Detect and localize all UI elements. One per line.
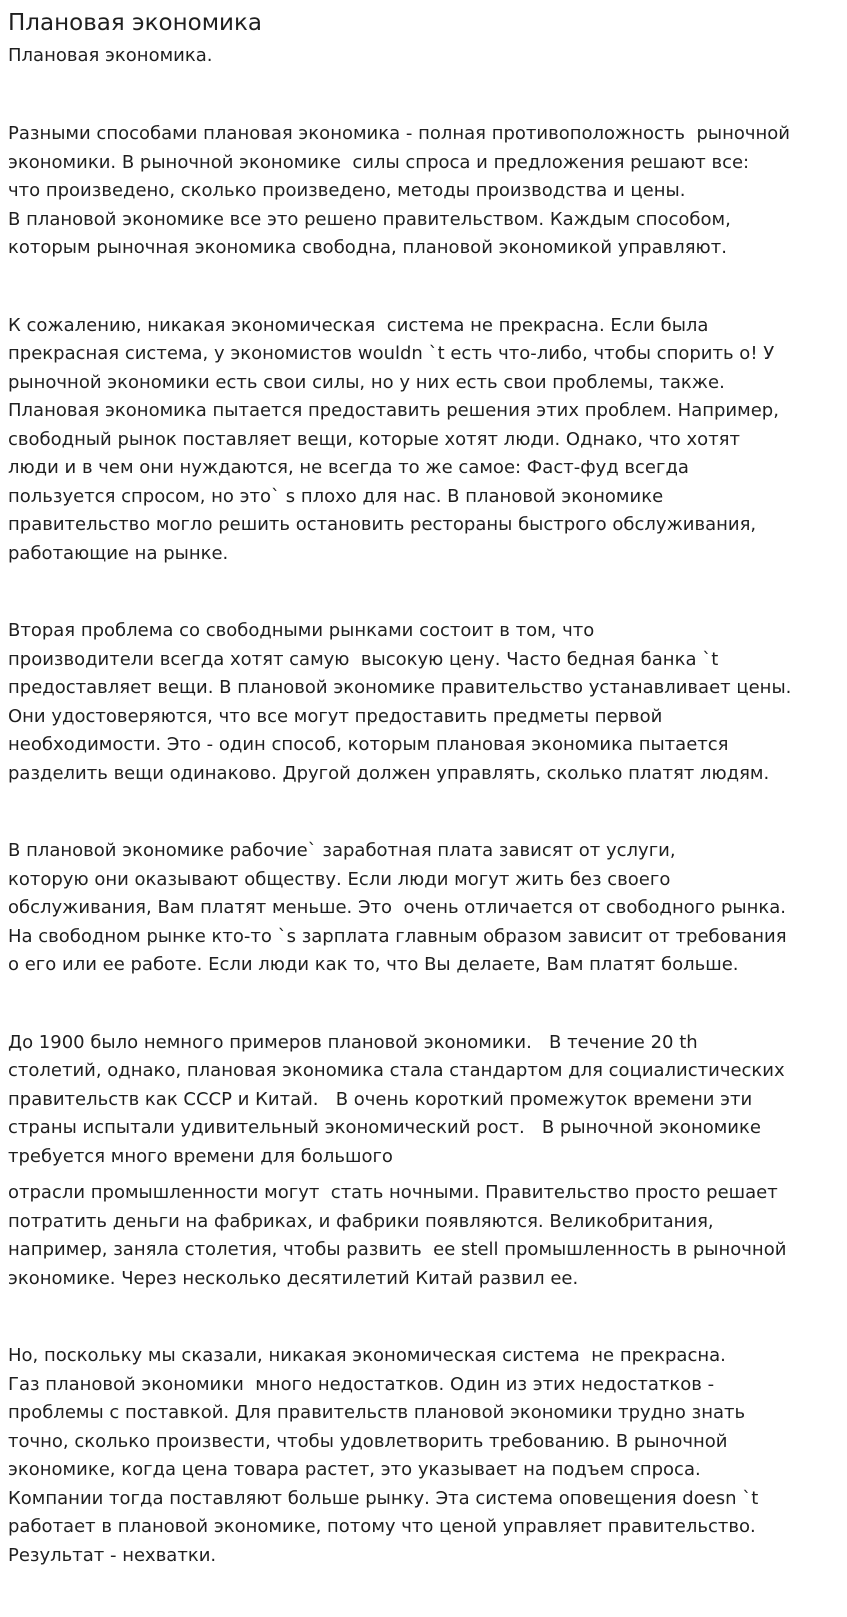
text-line: люди и в чем они нуждаются, не всегда то же самое: Фаст-фуд всегда (8, 457, 689, 478)
text-line: предоставляет вещи. В плановой экономике правительство устанавливает цены. (8, 677, 792, 698)
text-line: Разными способами плановая экономика - полная противоположность рыночной (8, 123, 790, 144)
page-title: Плановая экономика (8, 10, 262, 36)
text-line: необходимости. Это - один способ, которым плановая экономика пытается (8, 734, 729, 755)
text-line: о его или ее работе. Если люди как то, что Вы делаете, Вам платят больше. (8, 954, 739, 975)
text-line: например, заняла столетия, чтобы развить ее stell промышленность в рыночной (8, 1239, 787, 1260)
text-line: прекрасная система, у экономистов wouldn `t есть что-либо, чтобы спорить о! У (8, 343, 775, 364)
text-line: свободный рынок поставляет вещи, которые хотят люди. Однако, что хотят (8, 428, 740, 450)
text-line: На свободном рынке кто-то `s зарплата главным образом зависит от требования (8, 925, 787, 947)
text-line: отрасли промышленности могут стать ночными. Правительство просто решает (8, 1182, 778, 1203)
text-line: страны испытали удивительный экономический рост. В рыночной экономике (8, 1117, 761, 1138)
text-line: Но, поскольку мы сказали, никакая экономическая система не прекрасна. (8, 1345, 726, 1366)
paragraph-wages (8, 837, 843, 980)
text-line: Плановая экономика пытается предоставить решения этих проблем. Например, (8, 400, 779, 421)
text-line: обслуживания, Вам платят меньше. Это очень отличается от свободного рынка. (8, 897, 786, 918)
paragraph-prices (8, 617, 843, 788)
text-line: работает в плановой экономике, потому что ценой управляет правительство. (8, 1516, 756, 1537)
paragraph-industry (8, 1179, 843, 1293)
text-line: экономики. В рыночной экономике силы спроса и предложения решают все: (8, 151, 750, 173)
text-line: Результат - нехватки. (8, 1544, 217, 1566)
text-line: Они удостоверяются, что все могут предоставить предметы первой (8, 705, 663, 727)
text-line: точно, сколько произвести, чтобы удовлетворить требованию. В рыночной (8, 1430, 728, 1452)
text-line: работающие на рынке. (8, 542, 229, 564)
paragraph-problems (8, 312, 843, 569)
text-line: Компании тогда поставляют больше рынку. Эта система оповещения doesn `t (8, 1487, 759, 1509)
text-line: До 1900 было немного примеров плановой экономики. В течение 20 th (8, 1031, 698, 1053)
document-page (8, 0, 843, 1570)
text-line: В плановой экономике рабочие` заработная плата зависят от услуги, (8, 840, 676, 861)
text-line: разделить вещи одинаково. Другой должен управлять, сколько платят людям. (8, 762, 770, 784)
text-line: проблемы с поставкой. Для правительств плановой экономики трудно знать (8, 1402, 746, 1423)
text-line: пользуется спросом, но это` s плохо для нас. В плановой экономике (8, 485, 664, 507)
text-line: правительство могло решить остановить рестораны быстрого обслуживания, (8, 514, 757, 535)
text-line: производители всегда хотят самую высокую цену. Часто бедная банка `t (8, 648, 719, 670)
text-line: рыночной экономики есть свои силы, но у них есть свои проблемы, также. (8, 371, 725, 393)
page-subtitle: Плановая экономика. (8, 45, 213, 66)
text-line: столетий, однако, плановая экономика стала стандартом для социалистических (8, 1060, 785, 1081)
text-line: экономике. Через несколько десятилетий Китай развил ее. (8, 1267, 579, 1289)
paragraph-drawbacks (8, 1342, 843, 1570)
text-line: которую они оказывают обществу. Если люди могут жить без своего (8, 868, 671, 890)
text-line: Газ плановой экономики много недостатков. Один из этих недостатков - (8, 1373, 715, 1395)
text-line: требуется много времени для большого (8, 1145, 393, 1167)
text-line: правительств как СССР и Китай. В очень короткий промежуток времени эти (8, 1088, 753, 1110)
paragraph-intro (8, 120, 843, 263)
text-line: В плановой экономике все это решено правительством. Каждым способом, (8, 208, 731, 230)
text-line: которым рыночная экономика свободна, плановой экономикой управляют. (8, 237, 727, 258)
text-line: потратить деньги на фабриках, и фабрики появляются. Великобритания, (8, 1210, 714, 1232)
text-line: экономике, когда цена товара растет, это указывает на подъем спроса. (8, 1459, 701, 1480)
text-line: что произведено, сколько произведено, методы производства и цены. (8, 180, 686, 201)
text-line: Вторая проблема со свободными рынками состоит в том, что (8, 620, 595, 641)
paragraph-history (8, 1029, 843, 1172)
text-line: К сожалению, никакая экономическая система не прекрасна. Если была (8, 314, 709, 336)
